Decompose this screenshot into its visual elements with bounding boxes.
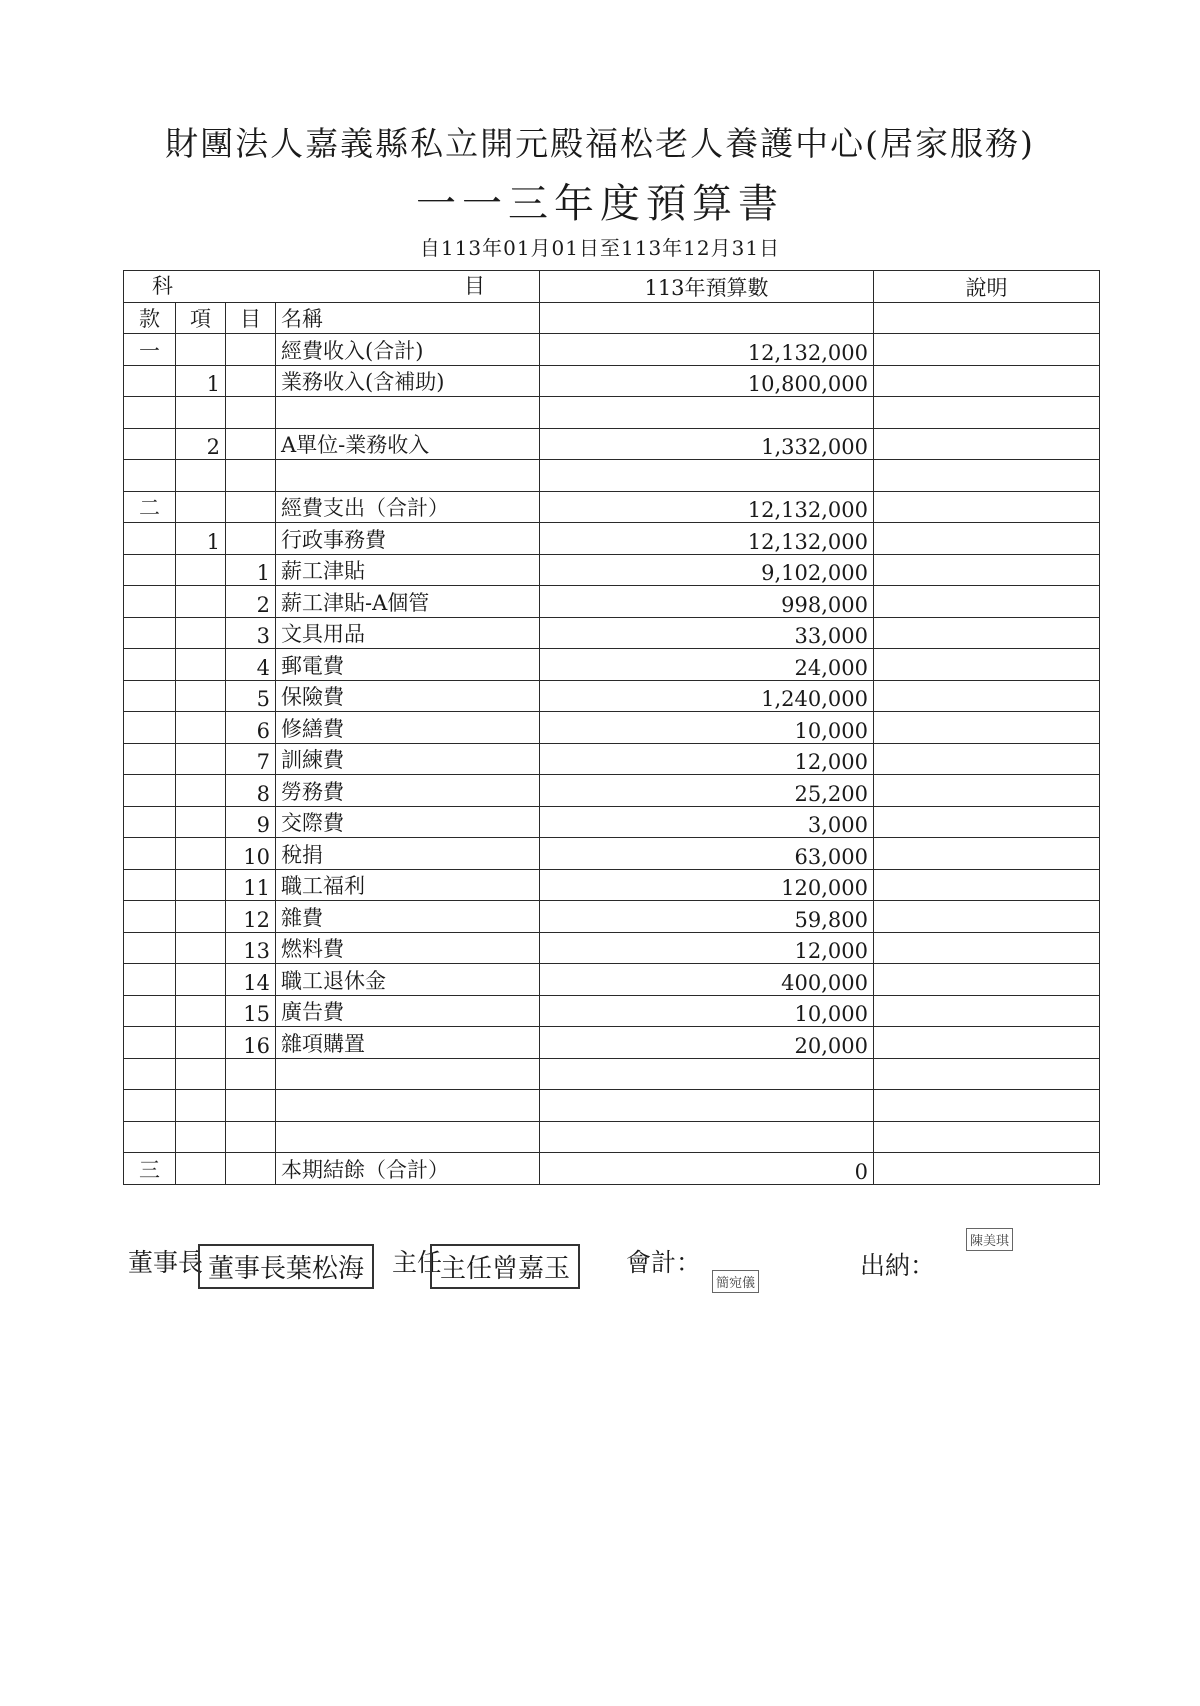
mu-cell — [226, 365, 276, 397]
note-cell — [874, 1058, 1100, 1090]
amount-cell: 1,332,000 — [540, 428, 874, 460]
name-cell: 保險費 — [276, 680, 540, 712]
xiang-cell: 1 — [176, 365, 226, 397]
mu-cell: 2 — [226, 586, 276, 618]
kuan-cell — [124, 1027, 176, 1059]
name-cell: 經費收入(合計) — [276, 334, 540, 366]
xiang-cell — [176, 901, 226, 933]
xiang-cell — [176, 995, 226, 1027]
amount-cell: 0 — [540, 1153, 874, 1185]
amount-cell: 12,132,000 — [540, 491, 874, 523]
table-row — [124, 901, 1100, 933]
kuan-cell: 三 — [124, 1153, 176, 1185]
note-cell — [874, 1121, 1100, 1153]
kuan-cell — [124, 806, 176, 838]
xiang-cell — [176, 1153, 226, 1185]
note-subheader-empty — [874, 302, 1100, 334]
kuan-cell — [124, 397, 176, 429]
name-cell — [276, 397, 540, 429]
xiang-cell — [176, 869, 226, 901]
mu-cell — [226, 1058, 276, 1090]
mu-cell — [226, 334, 276, 366]
name-cell — [276, 1090, 540, 1122]
xiang-cell — [176, 586, 226, 618]
mu-cell: 6 — [226, 712, 276, 744]
xiang-cell — [176, 712, 226, 744]
name-cell: A單位-業務收入 — [276, 428, 540, 460]
table-row — [124, 1058, 1100, 1090]
xiang-cell — [176, 806, 226, 838]
kuan-cell — [124, 932, 176, 964]
kuan-cell — [124, 712, 176, 744]
kuan-cell: 一 — [124, 334, 176, 366]
name-cell — [276, 460, 540, 492]
mu-cell — [226, 491, 276, 523]
name-header: 名稱 — [276, 302, 540, 334]
kuan-header: 款 — [124, 302, 176, 334]
note-cell — [874, 334, 1100, 366]
note-cell — [874, 365, 1100, 397]
mu-header: 目 — [226, 302, 276, 334]
amount-cell — [540, 1121, 874, 1153]
amount-cell: 10,000 — [540, 712, 874, 744]
amount-cell: 12,132,000 — [540, 523, 874, 555]
note-cell — [874, 995, 1100, 1027]
table-row — [124, 523, 1100, 555]
xiang-cell — [176, 1027, 226, 1059]
table-row — [124, 1121, 1100, 1153]
xiang-cell: 2 — [176, 428, 226, 460]
table-row — [124, 838, 1100, 870]
note-header: 說明 — [874, 271, 1100, 303]
note-cell — [874, 1027, 1100, 1059]
note-cell — [874, 523, 1100, 555]
table-header-row — [124, 271, 1100, 303]
mu-cell: 4 — [226, 649, 276, 681]
name-cell: 薪工津貼-A個管 — [276, 586, 540, 618]
note-cell — [874, 586, 1100, 618]
xiang-cell — [176, 491, 226, 523]
amount-cell: 400,000 — [540, 964, 874, 996]
table-row — [124, 428, 1100, 460]
table-row — [124, 680, 1100, 712]
name-cell: 修繕費 — [276, 712, 540, 744]
name-cell: 業務收入(含補助) — [276, 365, 540, 397]
kuan-cell — [124, 1058, 176, 1090]
xiang-header: 項 — [176, 302, 226, 334]
amount-cell: 10,800,000 — [540, 365, 874, 397]
xiang-cell — [176, 397, 226, 429]
amount-cell: 25,200 — [540, 775, 874, 807]
table-row — [124, 397, 1100, 429]
mu-cell — [226, 1121, 276, 1153]
kuan-cell — [124, 554, 176, 586]
name-cell: 職工退休金 — [276, 964, 540, 996]
note-cell — [874, 617, 1100, 649]
document-title: 一一三年度預算書 — [416, 181, 784, 227]
note-cell — [874, 554, 1100, 586]
kuan-cell — [124, 775, 176, 807]
table-row — [124, 1027, 1100, 1059]
table-row — [124, 995, 1100, 1027]
director-stamp: 主任曾嘉玉 — [430, 1244, 580, 1289]
kuan-cell — [124, 680, 176, 712]
director-label: 主任 — [392, 1248, 443, 1277]
amount-cell: 63,000 — [540, 838, 874, 870]
table-row — [124, 932, 1100, 964]
amount-cell — [540, 460, 874, 492]
mu-cell: 13 — [226, 932, 276, 964]
amount-cell: 120,000 — [540, 869, 874, 901]
table-row — [124, 806, 1100, 838]
kuan-cell — [124, 964, 176, 996]
mu-cell — [226, 428, 276, 460]
table-row — [124, 586, 1100, 618]
note-cell — [874, 428, 1100, 460]
name-cell: 薪工津貼 — [276, 554, 540, 586]
table-row — [124, 491, 1100, 523]
amount-cell: 12,000 — [540, 932, 874, 964]
note-cell — [874, 491, 1100, 523]
mu-cell: 16 — [226, 1027, 276, 1059]
note-cell — [874, 1153, 1100, 1185]
mu-cell: 10 — [226, 838, 276, 870]
xiang-cell — [176, 1121, 226, 1153]
chairman-label: 董事長 — [128, 1248, 204, 1277]
table-subheader-row — [124, 302, 1100, 334]
table-row — [124, 460, 1100, 492]
table-row — [124, 649, 1100, 681]
mu-cell — [226, 1090, 276, 1122]
xiang-cell — [176, 932, 226, 964]
name-cell: 經費支出（合計） — [276, 491, 540, 523]
kuan-cell — [124, 838, 176, 870]
kuan-cell — [124, 869, 176, 901]
xiang-cell — [176, 649, 226, 681]
name-cell: 職工福利 — [276, 869, 540, 901]
accountant-stamp: 簡宛儀 — [712, 1270, 759, 1293]
mu-cell: 3 — [226, 617, 276, 649]
chairman-stamp: 董事長葉松海 — [198, 1244, 374, 1289]
kuan-cell — [124, 1121, 176, 1153]
mu-cell: 5 — [226, 680, 276, 712]
xiang-cell — [176, 1058, 226, 1090]
amount-cell: 10,000 — [540, 995, 874, 1027]
budget-header: 113年預算數 — [540, 271, 874, 303]
xiang-cell — [176, 334, 226, 366]
table-row — [124, 1153, 1100, 1185]
kuan-cell — [124, 743, 176, 775]
amount-cell: 24,000 — [540, 649, 874, 681]
note-cell — [874, 680, 1100, 712]
mu-cell — [226, 397, 276, 429]
xiang-cell — [176, 775, 226, 807]
name-cell: 廣告費 — [276, 995, 540, 1027]
budget-period: 自113年01月01日至113年12月31日 — [419, 236, 781, 260]
amount-cell: 1,240,000 — [540, 680, 874, 712]
name-cell: 勞務費 — [276, 775, 540, 807]
table-row — [124, 869, 1100, 901]
subject-header-right: 目 — [464, 273, 485, 298]
note-cell — [874, 901, 1100, 933]
name-cell: 燃料費 — [276, 932, 540, 964]
note-cell — [874, 964, 1100, 996]
table-row — [124, 334, 1100, 366]
name-cell: 訓練費 — [276, 743, 540, 775]
cashier-label: 出納： — [860, 1251, 936, 1280]
xiang-cell — [176, 554, 226, 586]
amount-cell: 20,000 — [540, 1027, 874, 1059]
note-cell — [874, 932, 1100, 964]
kuan-cell — [124, 365, 176, 397]
xiang-cell — [176, 680, 226, 712]
subject-header-cell — [124, 271, 540, 303]
table-row — [124, 964, 1100, 996]
name-cell: 文具用品 — [276, 617, 540, 649]
kuan-cell — [124, 586, 176, 618]
amount-cell — [540, 1090, 874, 1122]
mu-cell: 8 — [226, 775, 276, 807]
kuan-cell — [124, 901, 176, 933]
xiang-cell — [176, 460, 226, 492]
xiang-cell — [176, 617, 226, 649]
name-cell: 本期結餘（合計） — [276, 1153, 540, 1185]
mu-cell: 15 — [226, 995, 276, 1027]
amount-cell — [540, 397, 874, 429]
mu-cell: 9 — [226, 806, 276, 838]
amount-cell: 998,000 — [540, 586, 874, 618]
mu-cell: 12 — [226, 901, 276, 933]
accountant-label: 會計： — [626, 1248, 702, 1277]
signature-area — [0, 1234, 1200, 1308]
table-row — [124, 775, 1100, 807]
amount-cell: 12,132,000 — [540, 334, 874, 366]
note-cell — [874, 806, 1100, 838]
name-cell: 雜費 — [276, 901, 540, 933]
kuan-cell — [124, 617, 176, 649]
name-cell: 雜項購置 — [276, 1027, 540, 1059]
note-cell — [874, 1090, 1100, 1122]
subject-header-left: 科 — [152, 273, 173, 298]
mu-cell — [226, 1153, 276, 1185]
amount-cell: 3,000 — [540, 806, 874, 838]
mu-cell: 7 — [226, 743, 276, 775]
organization-title: 財團法人嘉義縣私立開元殿福松老人養護中心(居家服務) — [165, 124, 1035, 163]
kuan-cell — [124, 428, 176, 460]
kuan-cell — [124, 995, 176, 1027]
amount-cell — [540, 1058, 874, 1090]
note-cell — [874, 712, 1100, 744]
kuan-cell: 二 — [124, 491, 176, 523]
budget-subheader-empty — [540, 302, 874, 334]
table-row — [124, 365, 1100, 397]
kuan-cell — [124, 1090, 176, 1122]
xiang-cell — [176, 1090, 226, 1122]
xiang-cell: 1 — [176, 523, 226, 555]
table-row — [124, 743, 1100, 775]
amount-cell: 12,000 — [540, 743, 874, 775]
xiang-cell — [176, 743, 226, 775]
table-row — [124, 617, 1100, 649]
note-cell — [874, 869, 1100, 901]
mu-cell: 1 — [226, 554, 276, 586]
table-row — [124, 1090, 1100, 1122]
cashier-stamp: 陳美琪 — [966, 1228, 1013, 1251]
xiang-cell — [176, 838, 226, 870]
name-cell — [276, 1058, 540, 1090]
name-cell — [276, 1121, 540, 1153]
name-cell: 稅捐 — [276, 838, 540, 870]
note-cell — [874, 838, 1100, 870]
amount-cell: 9,102,000 — [540, 554, 874, 586]
mu-cell: 11 — [226, 869, 276, 901]
amount-cell: 59,800 — [540, 901, 874, 933]
name-cell: 郵電費 — [276, 649, 540, 681]
table-row — [124, 554, 1100, 586]
table-row — [124, 712, 1100, 744]
amount-cell: 33,000 — [540, 617, 874, 649]
mu-cell — [226, 523, 276, 555]
note-cell — [874, 397, 1100, 429]
note-cell — [874, 743, 1100, 775]
note-cell — [874, 775, 1100, 807]
mu-cell — [226, 460, 276, 492]
note-cell — [874, 649, 1100, 681]
budget-table — [123, 270, 1100, 1185]
kuan-cell — [124, 460, 176, 492]
note-cell — [874, 460, 1100, 492]
kuan-cell — [124, 649, 176, 681]
xiang-cell — [176, 964, 226, 996]
mu-cell: 14 — [226, 964, 276, 996]
kuan-cell — [124, 523, 176, 555]
name-cell: 行政事務費 — [276, 523, 540, 555]
name-cell: 交際費 — [276, 806, 540, 838]
